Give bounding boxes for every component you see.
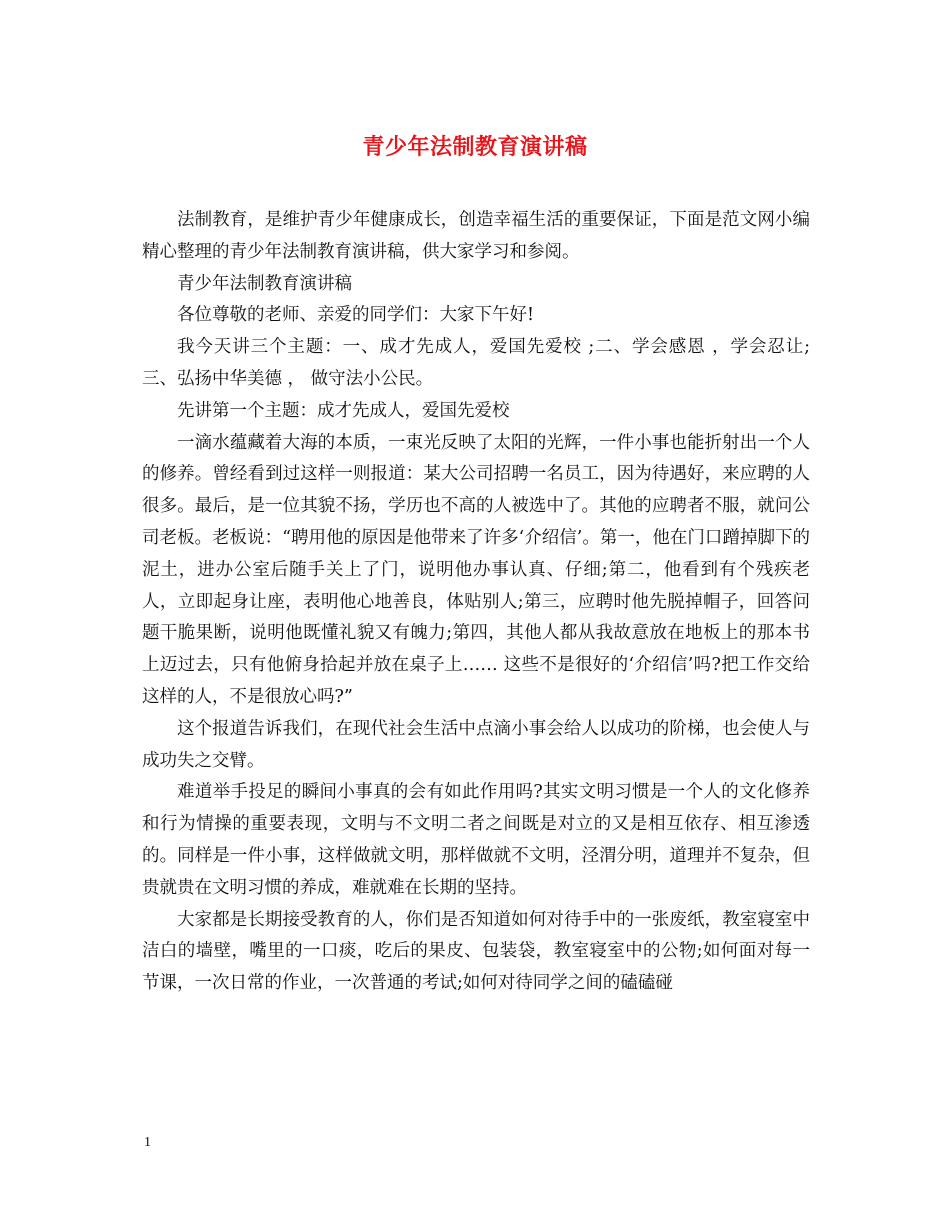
paragraph-heading: 青少年法制教育演讲稿 bbox=[177, 273, 352, 294]
paragraph-intro: 法制教育，是维护青少年健康成长，创造幸福生活的重要保证，下面是范文网小编精心整理的青少年法制教育演讲稿，供大家学习和参阅。 bbox=[142, 210, 810, 262]
paragraph-first-topic: 先讲第一个主题：成才先成人，爱国先爱校 bbox=[177, 400, 510, 421]
page-number: 1 bbox=[144, 1135, 151, 1150]
paragraph-topics: 我今天讲三个主题：一、成才先成人，爱国先爱校 ;二、学会感恩 ，学会忍让;三、弘扬中华美德 ， 做守法小公民。 bbox=[142, 337, 810, 389]
paragraph-habits: 难道举手投足的瞬间小事真的会有如此作用吗?其实文明习惯是一个人的文化修养和行为情操的重要表现，文明与不文明二者之间既是对立的又是相互依存、相互渗透的。同样是一件小事，这样做就文明，那样做就不文明，泾渭分明，道理并不复杂，但贵就贵在文明习惯的养成，难就难在长期的坚持。 bbox=[142, 782, 810, 898]
paragraph-questions: 大家都是长期接受教育的人，你们是否知道如何对待手中的一张废纸，教室寝室中洁白的墙壁，嘴里的一口痰，吃后的果皮、包装袋，教室寝室中的公物;如何面对每一节课，一次日常的作业，一次普通的考试;如何对待同学之间的磕磕碰 bbox=[142, 909, 810, 994]
paragraph-lesson: 这个报道告诉我们，在现代社会生活中点滴小事会给人以成功的阶梯，也会使人与成功失之交臂。 bbox=[142, 718, 810, 771]
document-title: 青少年法制教育演讲稿 bbox=[362, 134, 588, 160]
paragraph-greeting: 各位尊敬的老师、亲爱的同学们：大家下午好! bbox=[177, 305, 535, 326]
document-body bbox=[142, 205, 810, 1000]
paragraph-story: 一滴水蕴藏着大海的本质，一束光反映了太阳的光辉，一件小事也能折射出一个人的修养。曾经看到过这样一则报道：某大公司招聘一名员工，因为待遇好，来应聘的人很多。最后，是一位其貌不扬，学历也不高的人被选中了。其他的应聘者不服，就问公司老板。老板说：“聘用他的原因是他带来了许多‘介绍信’。第一，他在门口蹭掉脚下的泥土，进办公室后随手关上了门，说明他办事认真、仔细;第二，他看到有个残疾老人，立即起身让座，表明他心地善良，体贴别人;第三，应聘时他先脱掉帽子，回答问题干脆果断，说明他既懂礼貌又有魄力;第四，其他人都从我故意放在地板上的那本书上迈过去，只有他俯身拾起并放在桌子上…… 这些不是很好的‘介绍信’吗?把工作交给这样的人，不是很放心吗?” bbox=[142, 432, 810, 707]
